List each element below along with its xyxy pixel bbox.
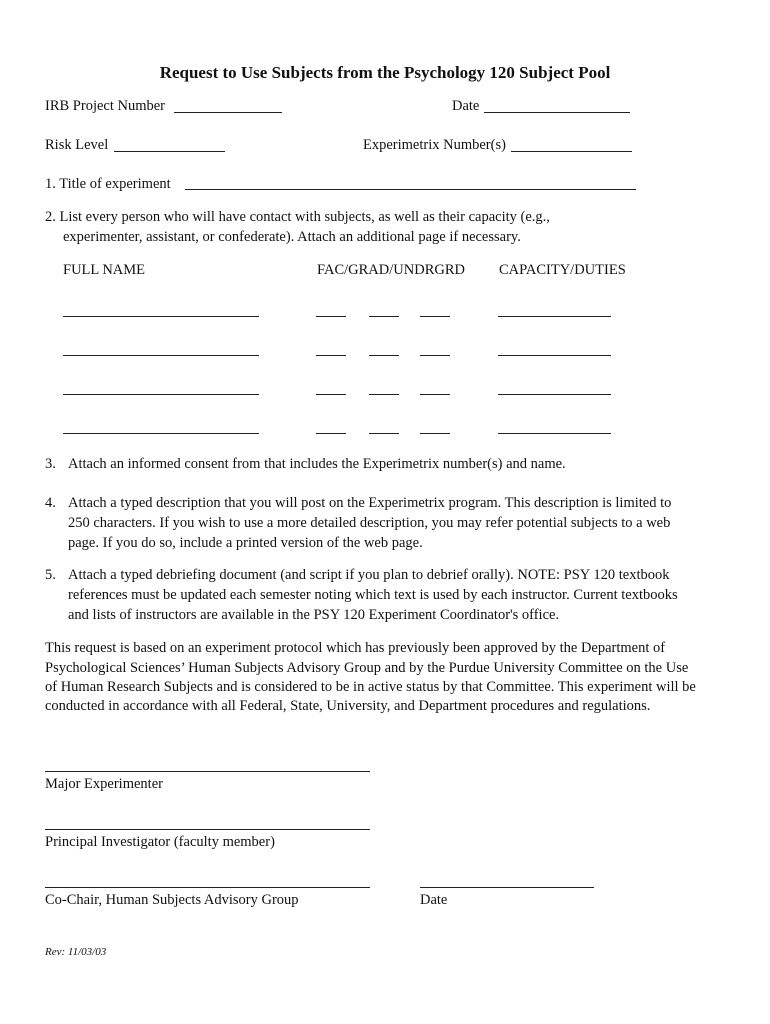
item-2-line-1: 2. List every person who will have contact with subjects, as well as their capacity (e.g., — [45, 209, 550, 225]
experiment-title-field[interactable] — [185, 189, 636, 190]
person-fac-field[interactable] — [316, 433, 346, 434]
person-name-field[interactable] — [63, 394, 259, 395]
item-5-line-2: references must be updated each semester noting which text is used by each instructor. Current textbooks — [68, 587, 678, 603]
co-chair-signature-line[interactable] — [45, 887, 370, 888]
risk-level-label: Risk Level — [45, 137, 109, 153]
item-1-title-label: 1. Title of experiment — [45, 176, 171, 192]
statement-line-2: Psychological Sciences’ Human Subjects Advisory Group and by the Purdue University Committee on the Use — [45, 660, 689, 676]
person-undrgrd-field[interactable] — [420, 355, 450, 356]
form-title: Request to Use Subjects from the Psychology 120 Subject Pool — [159, 63, 611, 82]
person-fac-field[interactable] — [316, 355, 346, 356]
person-undrgrd-field[interactable] — [420, 316, 450, 317]
item-4-line-2: 250 characters. If you wish to use a more detailed description, you may refer potential subjects to a web — [68, 515, 671, 531]
person-grad-field[interactable] — [369, 394, 399, 395]
item-4-number: 4. — [45, 495, 56, 511]
signature-date-label: Date — [420, 892, 448, 908]
date-label: Date — [452, 98, 480, 114]
item-2-line-2: experimenter, assistant, or confederate). Attach an additional page if necessary. — [63, 229, 521, 245]
person-name-field[interactable] — [63, 316, 259, 317]
item-4-line-1: Attach a typed description that you will post on the Experimetrix program. This description is limited to — [68, 495, 672, 511]
date-field[interactable] — [484, 112, 630, 113]
item-5-number: 5. — [45, 567, 56, 583]
item-3-number: 3. — [45, 456, 56, 472]
person-grad-field[interactable] — [369, 433, 399, 434]
person-capacity-field[interactable] — [498, 394, 611, 395]
person-name-field[interactable] — [63, 355, 259, 356]
person-capacity-field[interactable] — [498, 316, 611, 317]
major-experimenter-signature-line[interactable] — [45, 771, 370, 772]
item-5-line-1: Attach a typed debriefing document (and script if you plan to debrief orally). NOTE: PSY 120 textbook — [68, 567, 670, 583]
revision-note: Rev: 11/03/03 — [45, 946, 107, 958]
column-fac-grad-undrgrd: FAC/GRAD/UNDRGRD — [317, 262, 465, 278]
statement-line-1: This request is based on an experiment protocol which has previously been approved by the Department of — [45, 640, 666, 656]
person-capacity-field[interactable] — [498, 355, 611, 356]
statement-line-3: of Human Research Subjects and is considered to be in active status by that Committee. This experiment will be — [45, 679, 696, 695]
irb-project-number-field[interactable] — [174, 112, 282, 113]
major-experimenter-label: Major Experimenter — [45, 776, 163, 792]
item-4-line-3: page. If you do so, include a printed version of the web page. — [68, 535, 423, 551]
person-grad-field[interactable] — [369, 316, 399, 317]
column-capacity-duties: CAPACITY/DUTIES — [499, 262, 626, 278]
person-fac-field[interactable] — [316, 394, 346, 395]
item-3-text: Attach an informed consent from that includes the Experimetrix number(s) and name. — [68, 456, 566, 472]
principal-investigator-label: Principal Investigator (faculty member) — [45, 834, 275, 850]
principal-investigator-signature-line[interactable] — [45, 829, 370, 830]
column-full-name: FULL NAME — [63, 262, 146, 278]
experimetrix-number-label: Experimetrix Number(s) — [363, 137, 506, 153]
person-undrgrd-field[interactable] — [420, 394, 450, 395]
irb-project-number-label: IRB Project Number — [45, 98, 166, 114]
risk-level-field[interactable] — [114, 151, 225, 152]
signature-date-line[interactable] — [420, 887, 594, 888]
statement-line-4: conducted in accordance with all Federal, State, University, and Department procedures and regulations. — [45, 698, 651, 714]
person-name-field[interactable] — [63, 433, 259, 434]
co-chair-label: Co-Chair, Human Subjects Advisory Group — [45, 892, 299, 908]
item-5-line-3: and lists of instructors are available in the PSY 120 Experiment Coordinator's office. — [68, 607, 560, 623]
person-grad-field[interactable] — [369, 355, 399, 356]
person-capacity-field[interactable] — [498, 433, 611, 434]
experimetrix-number-field[interactable] — [511, 151, 632, 152]
person-undrgrd-field[interactable] — [420, 433, 450, 434]
person-fac-field[interactable] — [316, 316, 346, 317]
